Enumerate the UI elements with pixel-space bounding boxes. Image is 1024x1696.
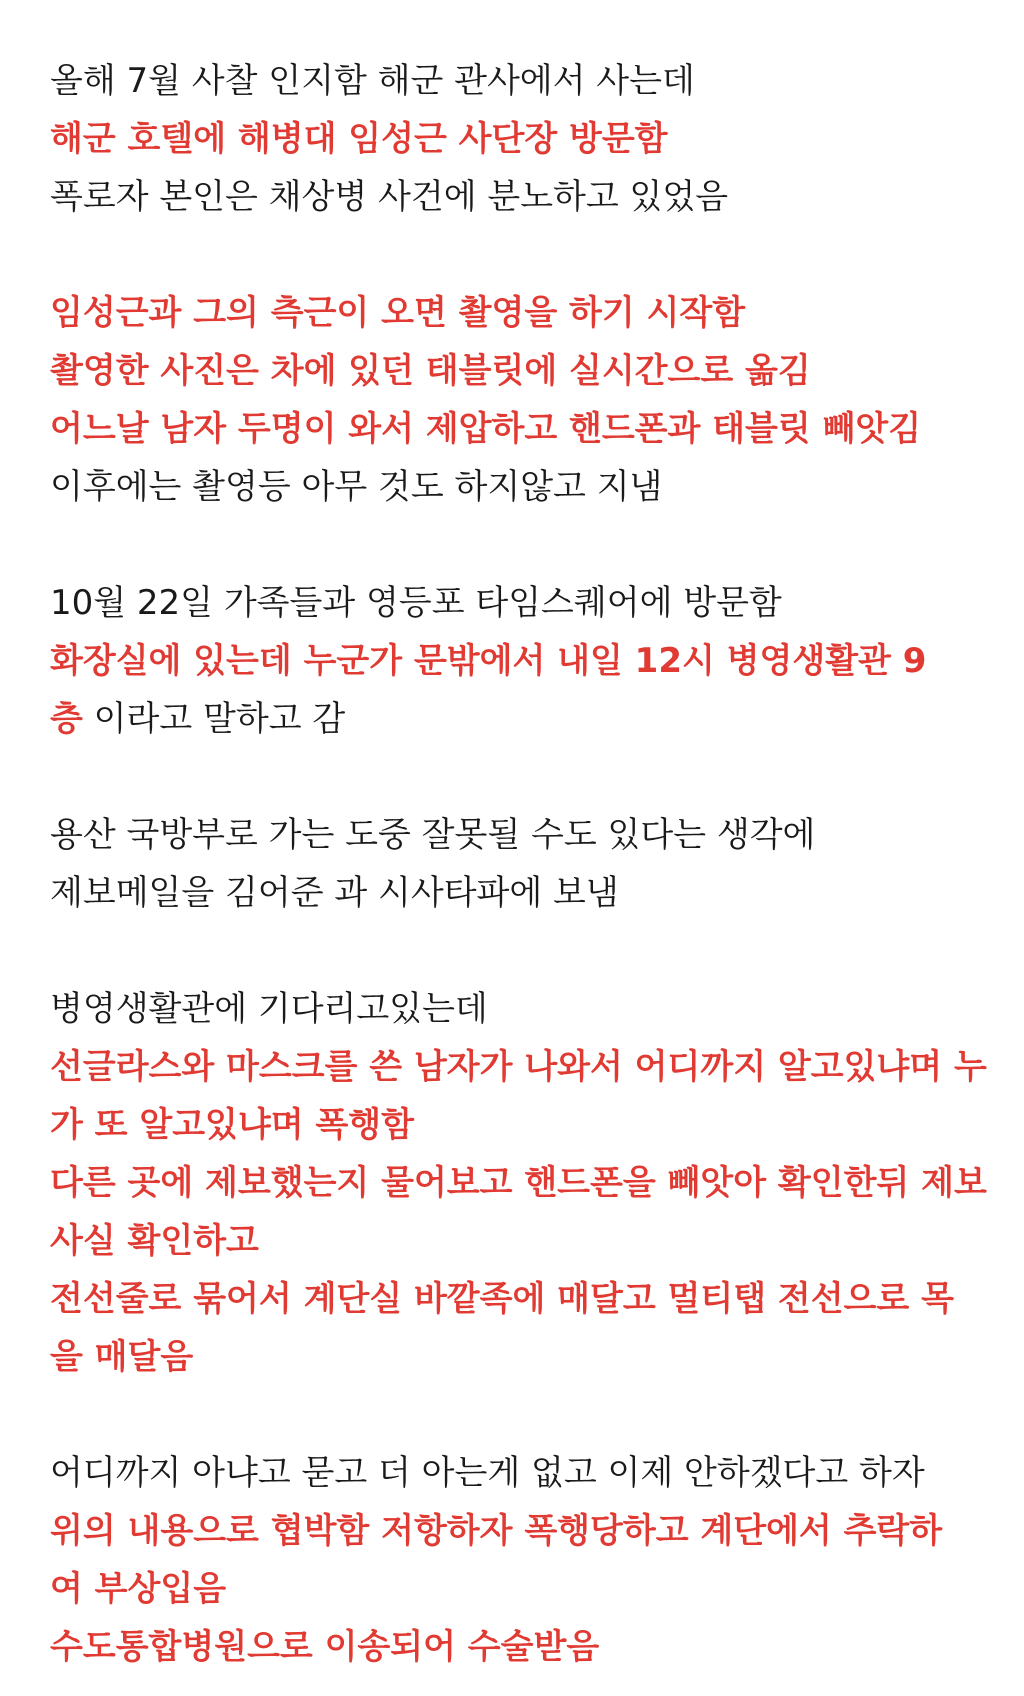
highlighted-line: 여 부상입음: [50, 1569, 227, 1609]
text-line: 올해 7월 사찰 인지함 해군 관사에서 사는데: [50, 61, 695, 101]
paragraph-6: [50, 1444, 1000, 1676]
highlighted-line: 전선줄로 묶어서 계단실 바깥족에 매달고 멀티탭 전선으로 목: [50, 1279, 954, 1319]
mixed-line: [50, 690, 1000, 748]
highlighted-line: 촬영한 사진은 차에 있던 태블릿에 실시간으로 옮김: [50, 351, 811, 391]
highlighted-line: 해군 호텔에 해병대 임성근 사단장 방문함: [50, 119, 668, 159]
text-line: 병영생활관에 기다리고있는데: [50, 989, 488, 1029]
text-line: 제보메일을 김어준 과 시사타파에 보냄: [50, 873, 619, 913]
highlighted-line: 화장실에 있는데 누군가 문밖에서 내일 12시 병영생활관 9: [50, 641, 927, 681]
highlighted-line: 가 또 알고있냐며 폭행함: [50, 1105, 414, 1145]
text-line: 10월 22일 가족들과 영등포 타임스퀘어에 방문함: [50, 583, 782, 623]
highlighted-fragment: 층: [50, 699, 83, 739]
text-fragment: 이라고 말하고 감: [82, 699, 346, 739]
highlighted-line: 어느날 남자 두명이 와서 제압하고 핸드폰과 태블릿 빼앗김: [50, 409, 922, 449]
highlighted-line: 임성근과 그의 측근이 오면 촬영을 하기 시작함: [50, 293, 746, 333]
text-line: 폭로자 본인은 채상병 사건에 분노하고 있었음: [50, 177, 729, 217]
highlighted-line: 수도통합병원으로 이송되어 수술받음: [50, 1627, 600, 1667]
highlighted-line: 사실 확인하고: [50, 1221, 259, 1261]
paragraph-2: [50, 284, 1000, 516]
highlighted-line: 위의 내용으로 협박함 저항하자 폭행당하고 계단에서 추락하: [50, 1511, 943, 1551]
paragraph-3: [50, 574, 1000, 748]
highlighted-line: 다른 곳에 제보했는지 물어보고 핸드폰을 빼앗아 확인한뒤 제보: [50, 1163, 987, 1203]
document-body: [50, 52, 1000, 1676]
text-line: 이후에는 촬영등 아무 것도 하지않고 지냄: [50, 467, 663, 507]
text-line: 어디까지 아냐고 묻고 더 아는게 없고 이제 안하겠다고 하자: [50, 1453, 925, 1493]
paragraph-5: [50, 980, 1000, 1386]
paragraph-4: [50, 806, 1000, 922]
highlighted-line: 을 매달음: [50, 1337, 194, 1377]
paragraph-1: [50, 52, 1000, 226]
highlighted-line: 선글라스와 마스크를 쓴 남자가 나와서 어디까지 알고있냐며 누: [50, 1047, 987, 1087]
text-line: 용산 국방부로 가는 도중 잘못될 수도 있다는 생각에: [50, 815, 816, 855]
